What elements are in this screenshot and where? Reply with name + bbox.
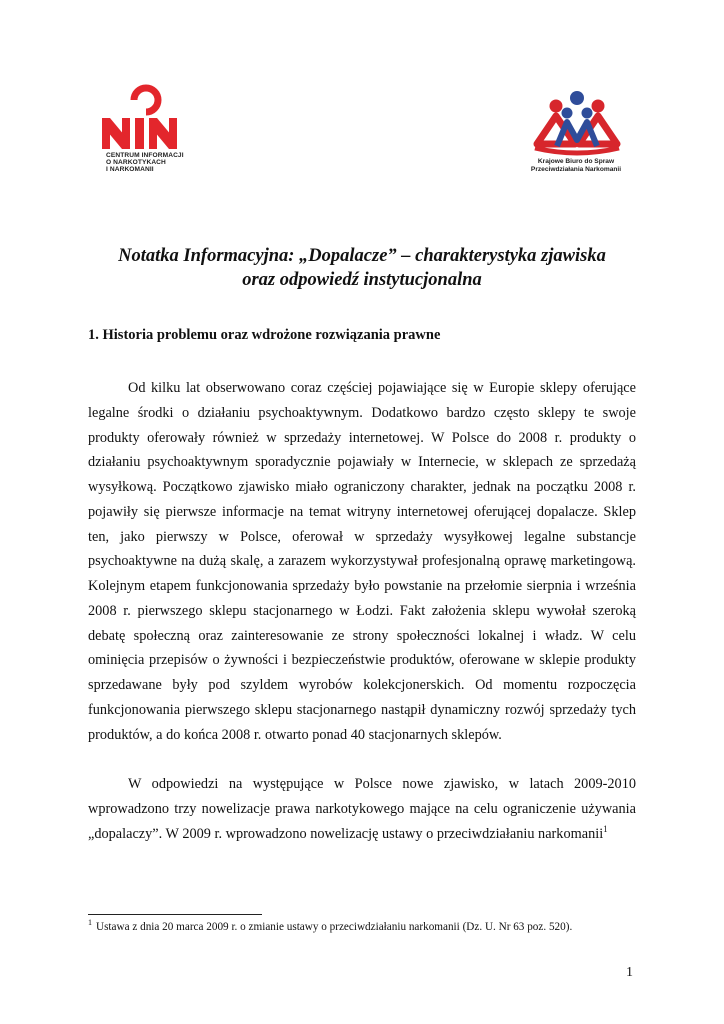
footnote-mark: 1 [88, 918, 92, 928]
kbpn-caption-line: Przeciwdziałania Narkomanii [530, 166, 622, 173]
kbpn-caption-line: Krajowe Biuro do Spraw [537, 158, 615, 165]
paragraph [88, 376, 636, 747]
footnote-text: Ustawa z dnia 20 marca 2009 r. o zmianie ustawy o przeciwdziałaniu narkomanii (Dz. U. Nr 63 poz. 520). [96, 921, 573, 933]
cin-caption-line: O NARKOTYKACH [106, 159, 166, 167]
cin-caption-line: CENTRUM INFORMACJI [106, 152, 184, 159]
document-title [60, 244, 664, 292]
title-line-1: Notatka Informacyjna: „Dopalacze” – charakterystyka zjawiska [118, 246, 606, 266]
section-heading: 1. Historia problemu oraz wdrożone rozwiązania prawne [88, 327, 441, 343]
kbpn-logo-caption [522, 158, 630, 174]
footnote [88, 920, 648, 935]
kbpn-logo [527, 88, 627, 158]
paragraph [88, 772, 636, 846]
cin-logo-caption [106, 152, 184, 174]
title-line-2: oraz odpowiedź instytucjonalna [242, 270, 482, 290]
footnote-divider [88, 914, 262, 915]
paragraph-text: W odpowiedzi na występujące w Polsce nowe zjawisko, w latach 2009-2010 wprowadzono trzy nowelizacje prawa narkotykowego mające na celu ograniczenie używania „dopalaczy”. W 2009 r. wprowadzono nowelizację ustawy o przeciwdziałaniu narkomanii [88, 776, 636, 842]
paragraph-text: Od kilku lat obserwowano coraz częściej pojawiające się w Europie sklepy oferujące legalne środki o działaniu psychoaktywnym. Dodatkowo bardzo często sklepy te swoje produkty oferowały również w sprzedaży internetowej. W Polsce do 2008 r. produkty o działaniu psychoaktywnym sporadycznie pojawiały w Internecie, w sklepach ze sprzedażą wysyłkową. Początkowo zjawisko miało ograniczony charakter, jednak na początku 2008 r. pojawiły się pierwsze informacje na temat witryny internetowej oferującej dopalacze. Sklep ten, jako pierwszy w Polsce, oferował w sprzedaży wysyłkowej legalne substancje psychoaktywne na dużą skalę, a zarazem wykorzystywał profesjonalną oprawę marketingową. Kolejnym etapem funkcjonowania sprzedaży było powstanie na przełomie sierpnia i września 2008 r. pierwszego sklepu stacjonarnego w Łodzi. Fakt założenia sklepu wywołał szeroką debatę społeczną oraz zainteresowanie ze strony społeczności lokalnej i władz. W celu ominięcia przepisów o żywności i bezpieczeństwie produktów, oferowane w sklepie produkty sprzedawane były pod szyldem wyrobów kolekcjonerskich. Od momentu rozpoczęcia funkcjonowania pierwszego sklepu stacjonarnego nastąpił dynamiczny rozwój sprzedaży tych produktów, a do końca 2008 r. otwarto ponad 40 stacjonarnych sklepów. [88, 380, 636, 743]
footnote-reference: 1 [603, 823, 608, 834]
cin-caption-line: I NARKOMANII [106, 166, 154, 174]
page-number: 1 [626, 965, 633, 980]
